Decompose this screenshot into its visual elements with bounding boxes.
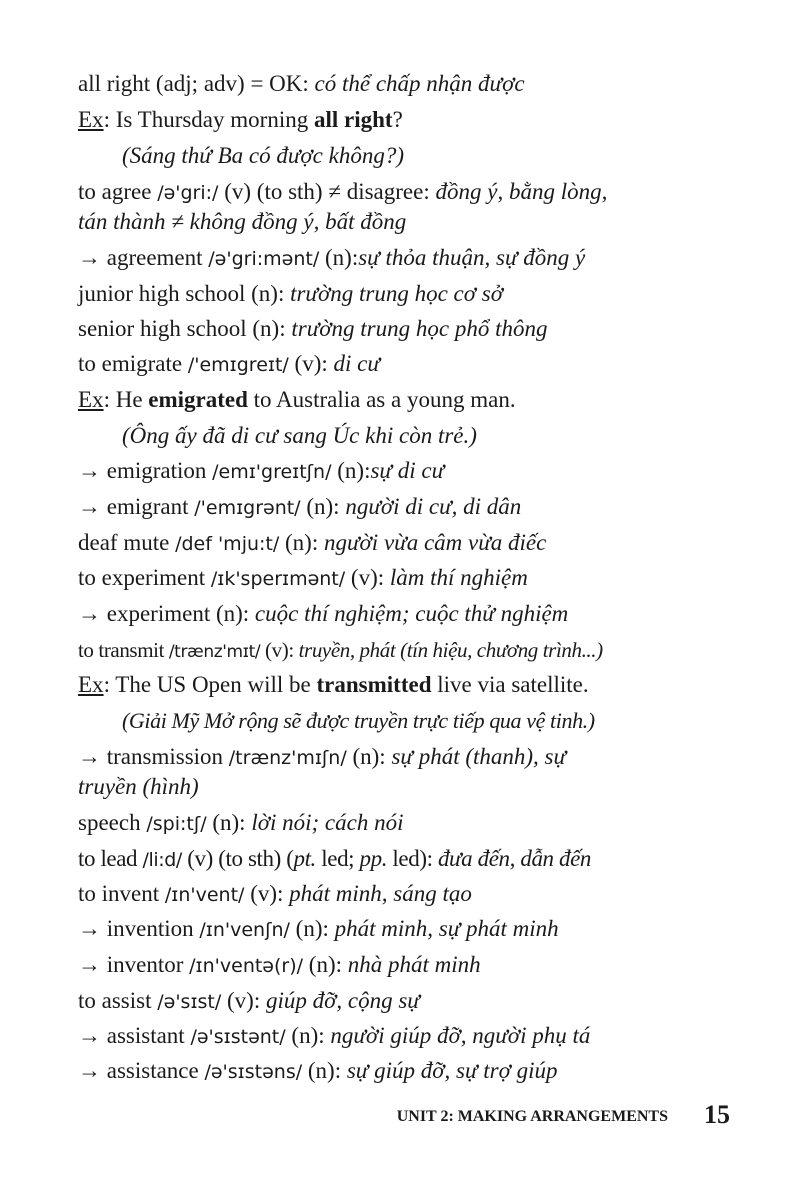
entry-emigration: → emigration /emɪ'greɪtʃn/ (n):sự di cư bbox=[78, 458, 445, 483]
page-number: 15 bbox=[704, 1100, 730, 1129]
entry-emigrate: to emigrate /'emɪgreɪt/ (v): di cư bbox=[78, 351, 380, 376]
entry-experiment-noun: → experiment (n): cuộc thí nghiệm; cuộc thử nghiệm bbox=[78, 601, 569, 626]
entry-all-right: all right (adj; adv) = OK: có thể chấp nhận được bbox=[78, 71, 525, 96]
entry-experiment-verb: to experiment /ɪk'sperɪmənt/ (v): làm thí nghiệm bbox=[78, 565, 528, 590]
page-footer bbox=[0, 1100, 800, 1134]
entry-emigrant: → emigrant /'emɪgrənt/ (n): người di cư, di dân bbox=[78, 494, 522, 519]
entry-deaf-mute: deaf mute /def 'mju:t/ (n): người vừa câm vừa điếc bbox=[78, 530, 547, 555]
entry-assist: to assist /ə'sɪst/ (v): giúp đỡ, cộng sự bbox=[78, 988, 420, 1013]
example-transmit: Ex: The US Open will be transmitted live via satellite. bbox=[78, 672, 589, 697]
translation-emigrate: (Ông ấy đã di cư sang Úc khi còn trẻ.) bbox=[122, 423, 477, 448]
example-emigrate: Ex: He emigrated to Australia as a young man. bbox=[78, 387, 516, 412]
entry-junior-high: junior high school (n): trường trung học cơ sở bbox=[78, 281, 504, 306]
entry-speech: speech /spi:tʃ/ (n): lời nói; cách nói bbox=[78, 810, 404, 835]
entry-transmit: to transmit /trænz'mɪt/ (v): truyền, phát (tín hiệu, chương trình...) bbox=[78, 638, 603, 662]
translation-all-right: (Sáng thứ Ba có được không?) bbox=[122, 143, 404, 168]
translation-transmit: (Giải Mỹ Mở rộng sẽ được truyền trực tiếp qua vệ tinh.) bbox=[122, 708, 595, 733]
entry-agree-continued: tán thành ≠ không đồng ý, bất đồng bbox=[78, 209, 407, 234]
entry-inventor: → inventor /ɪn'ventə(r)/ (n): nhà phát minh bbox=[78, 952, 481, 977]
entry-senior-high: senior high school (n): trường trung học phổ thông bbox=[78, 316, 548, 341]
entry-invention: → invention /ɪn'venʃn/ (n): phát minh, sự phát minh bbox=[78, 916, 559, 941]
entry-invent: to invent /ɪn'vent/ (v): phát minh, sáng tạo bbox=[78, 881, 472, 906]
entry-transmission-continued: truyền (hình) bbox=[78, 774, 199, 799]
entry-assistant: → assistant /ə'sɪstənt/ (n): người giúp đỡ, người phụ tá bbox=[78, 1023, 591, 1048]
entry-agreement: → agreement /ə'gri:mənt/ (n):sự thỏa thuận, sự đồng ý bbox=[78, 245, 586, 270]
entry-assistance: → assistance /ə'sɪstəns/ (n): sự giúp đỡ, sự trợ giúp bbox=[78, 1058, 558, 1083]
entry-transmission: → transmission /trænz'mɪʃn/ (n): sự phát (thanh), sự bbox=[78, 744, 567, 769]
entry-agree: to agree /ə'gri:/ (v) (to sth) ≠ disagree: đồng ý, bằng lòng, bbox=[78, 179, 608, 204]
example-all-right: Ex: Is Thursday morning all right? bbox=[78, 107, 403, 132]
running-footer-title: UNIT 2: MAKING ARRANGEMENTS bbox=[396, 1108, 668, 1125]
entry-lead: to lead /li:d/ (v) (to sth) (pt. led; pp. led): đưa đến, dẫn đến bbox=[78, 846, 591, 871]
